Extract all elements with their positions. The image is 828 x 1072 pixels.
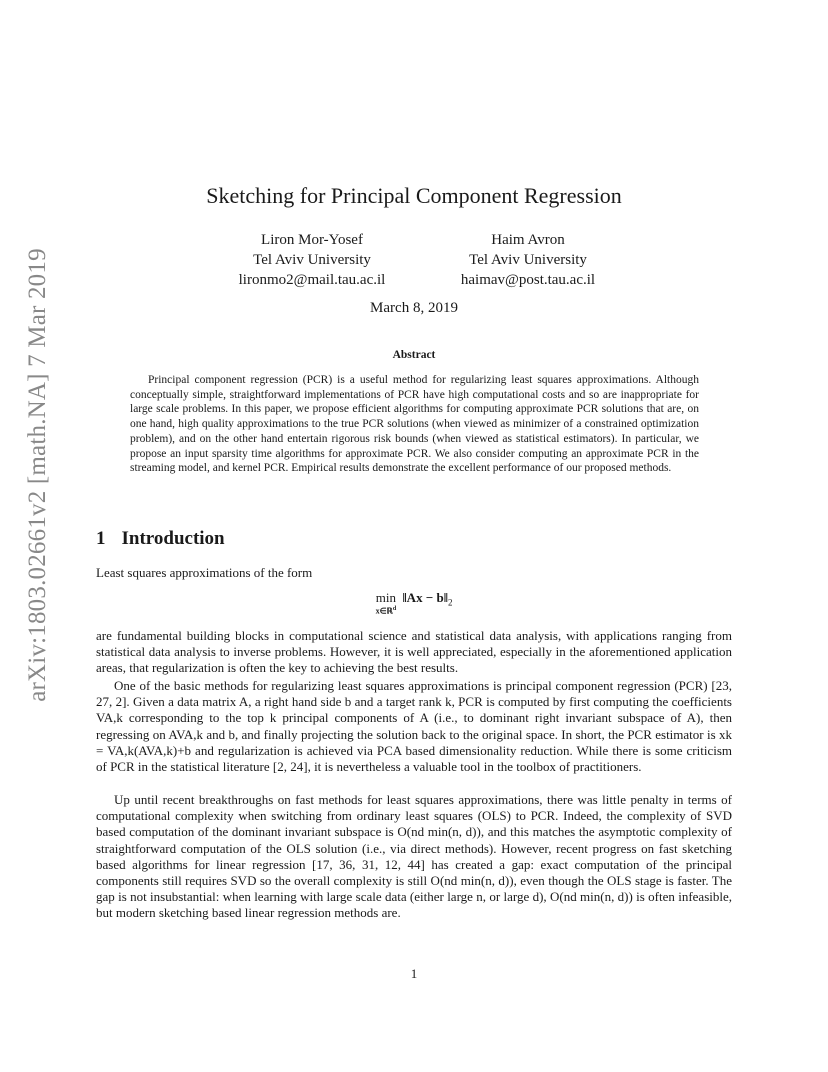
- equation-subscript-text: x∈ℝ: [375, 606, 393, 616]
- display-equation: [0, 590, 828, 616]
- paragraph: are fundamental building blocks in computational science and statistical data analysis, with applications ranging from statistical data analysis to inverse problems. However, it is well appreciated, especially in the aforementioned application areas, that regularization is often the key to achieving the best results.: [96, 628, 732, 676]
- paragraph: Up until recent breakthroughs on fast methods for least squares approximations, there was little penalty in terms of computational complexity when switching from ordinary least squares (OLS) to PCR. Indeed, the complexity of SVD based computation of the dominant invariant subspace is O(nd min(n, d)), and this matches the asymptotic complexity of straightforward computation of the OLS solution (i.e., via direct methods). However, recent progress on fast sketching based algorithms for linear regression [17, 36, 31, 12, 44] has created a gap: exact computation of the principal components still requires SVD so the overall complexity is still O(nd min(n, d)), even though the OLS stage is faster. The gap is not insubstantial: when learning with large scale data (either large n, or large d), O(nd min(n, d)) is often infeasible, but modern sketching based linear regression methods are.: [96, 792, 732, 921]
- abstract-heading: Abstract: [392, 349, 436, 361]
- author-block: [438, 230, 618, 290]
- arxiv-stamp: [18, 248, 58, 702]
- intro-lead: Least squares approximations of the form: [96, 565, 313, 580]
- paragraph: One of the basic methods for regularizing least squares approximations is principal component regression (PCR) [23, 27, 2]. Given a data matrix A, a right hand side b and a target rank k, PCR is computed by first computing the coefficients VA,k corresponding to the top k principal components of A (i.e., to dominant right invariant subspace of A), then regressing on AVA,k and b, and finally projecting the solution back to the original space. In short, the PCR estimator is xk = VA,k(AVA,k)+b and regularization is achieved via PCA based dimensionality reduction. While there is some criticism of PCR in the statistical literature [2, 24], it is nevertheless a valuable tool in the toolbox of practitioners.: [96, 678, 732, 775]
- arxiv-stamp-text: arXiv:1803.02661v2 [math.NA] 7 Mar 2019: [24, 248, 52, 702]
- author-affiliation: Tel Aviv University: [253, 252, 371, 268]
- author-email: lironmo2@mail.tau.ac.il: [238, 272, 386, 288]
- page-number: 1: [410, 966, 418, 981]
- equation-min: [376, 590, 397, 616]
- equation-norm-subscript: 2: [447, 597, 453, 608]
- author-block: [222, 230, 402, 290]
- paper-title: Sketching for Principal Component Regression: [206, 183, 622, 208]
- author-name: Haim Avron: [491, 232, 565, 248]
- equation-superscript: d: [392, 606, 397, 612]
- equation-subscript: [376, 605, 397, 616]
- equation-expression: ‖Ax − b‖: [402, 590, 448, 605]
- author-affiliation: Tel Aviv University: [469, 252, 587, 268]
- section-title: Introduction: [121, 528, 225, 549]
- abstract-text: Principal component regression (PCR) is a useful method for regularizing least squares approximations. Although conceptually simple, straightforward implementations of PCR have high computational costs and so are inappropriate for large scale problems. In this paper, we propose efficient algorithms for computing approximate PCR solutions that are, on one hand, high quality approximations to the true PCR solutions (when viewed as minimizer of a constrained optimization problem), and on the other hand entertain rigorous risk bounds (when viewed as statistical estimators). In particular, we propose an input sparsity time algorithms for approximate PCR. We also consider computing an approximate PCR in the streaming model, and kernel PCR. Empirical results demonstrate the excellent performance of our proposed methods.: [130, 374, 699, 475]
- author-name: Liron Mor-Yosef: [261, 232, 363, 248]
- paper-date: March 8, 2019: [370, 300, 458, 316]
- section-heading: [96, 528, 225, 550]
- author-email: haimav@post.tau.ac.il: [460, 272, 596, 288]
- equation-operator: min: [375, 590, 396, 605]
- section-number: 1: [96, 528, 106, 549]
